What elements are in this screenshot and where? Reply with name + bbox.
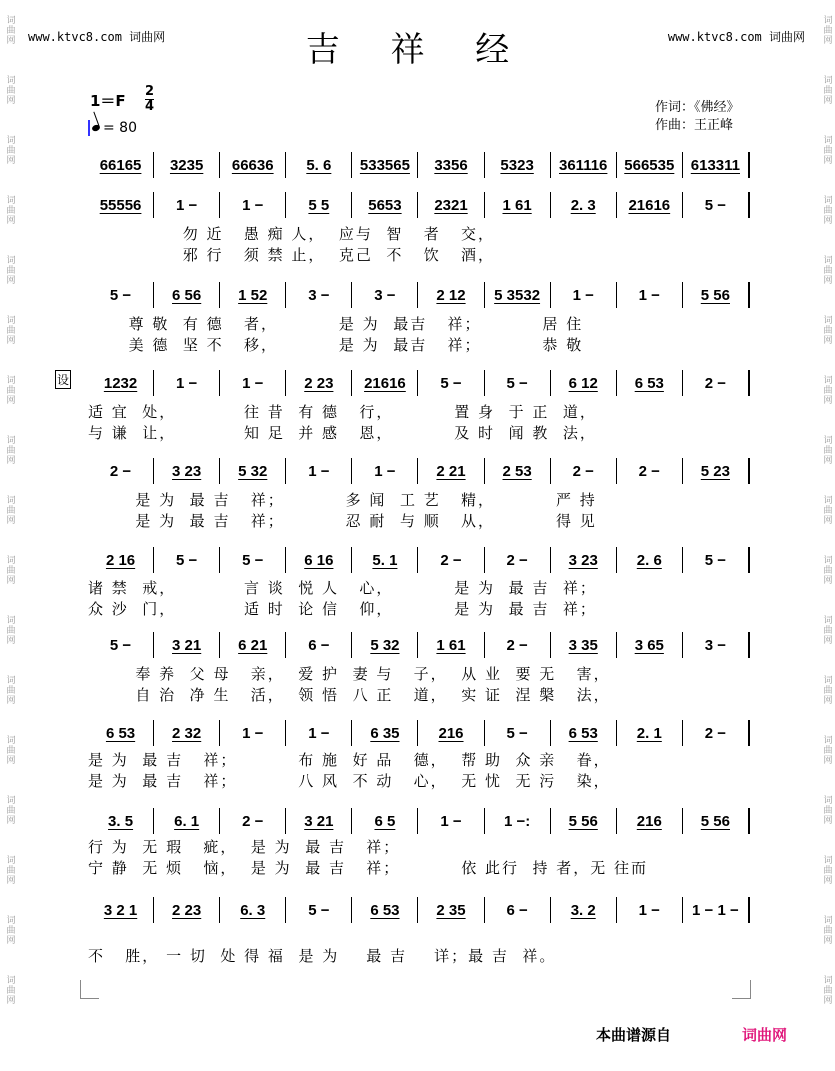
side-watermark-text: 词曲网 xyxy=(4,795,15,825)
measure: 1 − xyxy=(154,370,220,396)
side-watermark-text: 词曲网 xyxy=(4,315,15,345)
lyric-line: 行 为 无 瑕 疵， 是 为 最 吉 祥； xyxy=(88,838,401,856)
measure: 533565 xyxy=(352,152,418,178)
measure: 1 − xyxy=(418,808,484,834)
lyric-line: 美 德 坚 不 移， 是 为 最吉 祥； 恭 敬 xyxy=(88,336,584,354)
side-watermark-text: 词曲网 xyxy=(4,615,15,645)
measure: 3. 5 xyxy=(88,808,154,834)
side-watermark-text: 词曲网 xyxy=(4,555,15,585)
lyric-line: 自 治 净 生 活， 领 悟 八 正 道， 实 证 涅 槃 法， xyxy=(88,686,611,704)
measure: 1 − xyxy=(220,192,286,218)
measure: 1 − xyxy=(286,458,352,484)
measure: 6 21 xyxy=(220,632,286,658)
measure: 6 56 xyxy=(154,282,220,308)
staff-line xyxy=(88,150,750,190)
measure: 6 35 xyxy=(352,720,418,746)
measure: 2 35 xyxy=(418,897,484,923)
measure: 2 23 xyxy=(154,897,220,923)
measure: 2. 1 xyxy=(617,720,683,746)
lyric-line: 奉 养 父 母 亲， 爱 护 妻 与 子， 从 业 要 无 害， xyxy=(88,665,611,683)
corner-mark xyxy=(732,980,751,999)
side-watermark-text: 词曲网 xyxy=(821,375,832,405)
measure: 5 56 xyxy=(551,808,617,834)
measure: 3 65 xyxy=(617,632,683,658)
measure: 6 53 xyxy=(617,370,683,396)
measure: 1 − xyxy=(154,192,220,218)
corner-mark xyxy=(80,980,99,999)
quarter-note-icon xyxy=(91,124,101,132)
lyric-line: 不 胜， 一 切 处 得 福 是 为 最 吉 详；最 吉 祥。 xyxy=(88,947,557,965)
tempo-marking xyxy=(88,120,137,136)
measure: 566535 xyxy=(617,152,683,178)
measure: 6 53 xyxy=(551,720,617,746)
lyric-line: 尊 敬 有 德 者， 是 为 最吉 祥； 居 住 xyxy=(88,315,584,333)
side-watermark-text: 词曲网 xyxy=(821,795,832,825)
side-watermark-text: 词曲网 xyxy=(821,315,832,345)
measure: 5 3532 xyxy=(485,282,551,308)
measure: 6 − xyxy=(286,632,352,658)
left-watermark xyxy=(2,0,16,1071)
side-watermark-text: 词曲网 xyxy=(4,915,15,945)
measure: 5. 6 xyxy=(286,152,352,178)
staff-line xyxy=(88,895,750,935)
measure: 2 − xyxy=(485,547,551,573)
lyric-line: 勿 近 愚 痴 人， 应与 智 者 交， xyxy=(88,225,496,243)
measure: 3 23 xyxy=(154,458,220,484)
side-watermark-text: 词曲网 xyxy=(4,195,15,225)
measure: 216 xyxy=(418,720,484,746)
measure: 5. 1 xyxy=(352,547,418,573)
measure: 3235 xyxy=(154,152,220,178)
measure: 3356 xyxy=(418,152,484,178)
site-watermark-left: www.ktvc8.com 词曲网 xyxy=(28,30,166,44)
measure: 3 23 xyxy=(551,547,617,573)
measure: 216 xyxy=(617,808,683,834)
measure: 2 12 xyxy=(418,282,484,308)
measure: 5 23 xyxy=(683,458,750,484)
tempo-bar-icon xyxy=(88,120,90,136)
measure: 1 − xyxy=(617,897,683,923)
measure: 66165 xyxy=(88,152,154,178)
measure: 2 − xyxy=(418,547,484,573)
measure: 3 35 xyxy=(551,632,617,658)
measure: 5 − xyxy=(88,282,154,308)
measure: 5 5 xyxy=(286,192,352,218)
measure: 6. 1 xyxy=(154,808,220,834)
meter-top: 2 xyxy=(145,84,155,99)
measure: 5 − xyxy=(286,897,352,923)
measure: 1 − xyxy=(286,720,352,746)
measure: 2 − xyxy=(88,458,154,484)
measure: 1 − xyxy=(551,282,617,308)
measure: 2 − xyxy=(617,458,683,484)
measure: 6 16 xyxy=(286,547,352,573)
measure: 1 52 xyxy=(220,282,286,308)
measure: 3 − xyxy=(352,282,418,308)
measure: 2. 6 xyxy=(617,547,683,573)
measure: 3 21 xyxy=(286,808,352,834)
song-title: 吉 祥 经 xyxy=(305,30,530,70)
site-watermark-right: www.ktvc8.com 词曲网 xyxy=(667,30,805,44)
measure: 613311 xyxy=(683,152,750,178)
side-watermark-text: 词曲网 xyxy=(4,855,15,885)
measure: 3. 2 xyxy=(551,897,617,923)
side-watermark-text: 词曲网 xyxy=(821,675,832,705)
measure: 1232 xyxy=(88,370,154,396)
measure: 5 − xyxy=(485,720,551,746)
measure: 361116 xyxy=(551,152,617,178)
side-watermark-text: 词曲网 xyxy=(4,135,15,165)
measure: 2 16 xyxy=(88,547,154,573)
lyricist-credit: 作词：《佛经》 xyxy=(655,100,740,115)
measure: 2 23 xyxy=(286,370,352,396)
lyric-line: 诸 禁 戒， 言 谈 悦 人 心， 是 为 最 吉 祥； xyxy=(88,579,597,597)
measure: 5 − xyxy=(220,547,286,573)
measure: 2 − xyxy=(485,632,551,658)
side-watermark-text: 词曲网 xyxy=(821,855,832,885)
side-watermark-text: 词曲网 xyxy=(4,435,15,465)
lyric-line: 是 为 最 吉 祥； 布 施 好 品 德， 帮 助 众 亲 眷， xyxy=(88,751,611,769)
measure: 21616 xyxy=(617,192,683,218)
measure: 3 21 xyxy=(154,632,220,658)
measure: 1 − 1 − xyxy=(683,897,750,923)
measure: 6 − xyxy=(485,897,551,923)
side-watermark-text: 词曲网 xyxy=(821,75,832,105)
measure: 2 − xyxy=(683,370,750,396)
measure: 3 − xyxy=(683,632,750,658)
side-watermark-text: 词曲网 xyxy=(821,15,832,45)
composer-credit: 作曲：王正峰 xyxy=(655,118,734,133)
measure: 2 − xyxy=(220,808,286,834)
side-watermark-text: 词曲网 xyxy=(4,735,15,765)
measure: 1 − xyxy=(617,282,683,308)
side-watermark-text: 词曲网 xyxy=(4,15,15,45)
lyric-line: 众 沙 门， 适 时 论 信 仰， 是 为 最 吉 祥； xyxy=(88,600,597,618)
measure: 1 − xyxy=(220,720,286,746)
lyric-line: 是 为 最 吉 祥； 忍 耐 与 顺 从， 得 见 xyxy=(88,512,597,530)
lyric-line: 宁 静 无 烦 恼， 是 为 最 吉 祥； 依 此行 持 者，无 往而 xyxy=(88,859,649,877)
measure: 6 53 xyxy=(352,897,418,923)
measure: 55556 xyxy=(88,192,154,218)
side-watermark-text: 词曲网 xyxy=(4,675,15,705)
section-mark: 设 xyxy=(55,370,71,389)
side-watermark-text: 词曲网 xyxy=(821,135,832,165)
measure: 3 2 1 xyxy=(88,897,154,923)
measure: 1 −: xyxy=(485,808,551,834)
measure: 2 32 xyxy=(154,720,220,746)
measure: 5323 xyxy=(485,152,551,178)
measure: 5 − xyxy=(154,547,220,573)
measure: 1 − xyxy=(220,370,286,396)
measure: 5 32 xyxy=(352,632,418,658)
lyric-line: 适 宜 处， 往 昔 有 德 行， 置 身 于 正 道， xyxy=(88,403,597,421)
measure: 6 53 xyxy=(88,720,154,746)
measure: 5 32 xyxy=(220,458,286,484)
side-watermark-text: 词曲网 xyxy=(821,555,832,585)
side-watermark-text: 词曲网 xyxy=(4,495,15,525)
measure: 2 − xyxy=(551,458,617,484)
time-signature xyxy=(145,85,154,114)
side-watermark-text: 词曲网 xyxy=(4,375,15,405)
lyric-line: 邪 行 须 禁 止， 克己 不 饮 酒， xyxy=(88,246,496,264)
side-watermark-text: 词曲网 xyxy=(821,195,832,225)
right-watermark xyxy=(819,0,833,1071)
measure: 2 53 xyxy=(485,458,551,484)
measure: 5 56 xyxy=(683,282,750,308)
lyric-line: 是 为 最 吉 祥； 多 闻 工 艺 精， 严 持 xyxy=(88,491,597,509)
lyric-line: 是 为 最 吉 祥； 八 风 不 动 心， 无 忧 无 污 染， xyxy=(88,772,611,790)
tempo-value: = 80 xyxy=(103,120,137,136)
site-logo[interactable]: 词曲网 xyxy=(742,1026,788,1044)
measure: 1 − xyxy=(352,458,418,484)
side-watermark-text: 词曲网 xyxy=(821,915,832,945)
side-watermark-text: 词曲网 xyxy=(4,255,15,285)
measure: 21616 xyxy=(352,370,418,396)
side-watermark-text: 词曲网 xyxy=(821,435,832,465)
side-watermark-text: 词曲网 xyxy=(4,75,15,105)
measure: 2. 3 xyxy=(551,192,617,218)
lyric-line: 与 谦 让， 知 足 并 感 恩， 及 时 闻 教 法， xyxy=(88,424,597,442)
measure: 66636 xyxy=(220,152,286,178)
measure: 1 61 xyxy=(485,192,551,218)
measure: 5653 xyxy=(352,192,418,218)
measure: 5 − xyxy=(683,547,750,573)
side-watermark-text: 词曲网 xyxy=(821,495,832,525)
side-watermark-text: 词曲网 xyxy=(821,975,832,1005)
source-label: 本曲谱源自 xyxy=(596,1026,672,1044)
side-watermark-text: 词曲网 xyxy=(821,735,832,765)
meter-bottom: 4 xyxy=(145,99,155,114)
measure: 2 21 xyxy=(418,458,484,484)
measure: 5 − xyxy=(418,370,484,396)
measure: 3 − xyxy=(286,282,352,308)
side-watermark-text: 词曲网 xyxy=(4,975,15,1005)
measure: 2321 xyxy=(418,192,484,218)
measure: 5 − xyxy=(485,370,551,396)
side-watermark-text: 词曲网 xyxy=(821,255,832,285)
side-watermark-text: 词曲网 xyxy=(821,615,832,645)
key-signature: 1＝F xyxy=(90,92,126,110)
measure: 6 12 xyxy=(551,370,617,396)
measure: 5 56 xyxy=(683,808,750,834)
measure: 2 − xyxy=(683,720,750,746)
measure: 6 5 xyxy=(352,808,418,834)
measure: 5 − xyxy=(88,632,154,658)
measure: 5 − xyxy=(683,192,750,218)
measure: 6. 3 xyxy=(220,897,286,923)
measure: 1 61 xyxy=(418,632,484,658)
